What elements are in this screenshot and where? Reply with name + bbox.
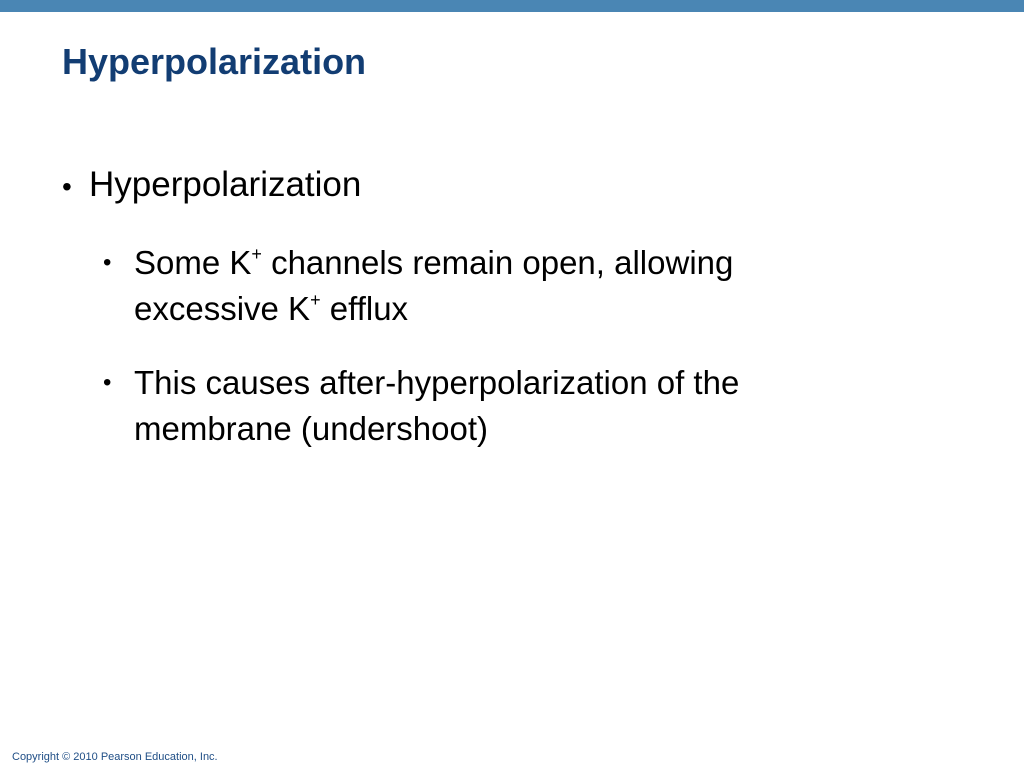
copyright-footer: Copyright © 2010 Pearson Education, Inc. [12,751,218,763]
text-segment: membrane (undershoot) [134,410,489,447]
bullet-level2-text [134,360,903,452]
bullet-level2-item [103,360,903,452]
top-accent-bar [0,0,1024,12]
bullet-level2-item [103,240,903,332]
bullet-glyph: • [103,369,112,396]
superscript: + [251,244,262,264]
superscript: + [310,290,321,310]
bullet-glyph: • [103,249,112,276]
bullet-level1-text: Hyperpolarization [89,165,362,204]
text-segment: channels remain open, allowing [261,244,734,281]
text-segment: efflux [320,290,409,327]
slide-title: Hyperpolarization [62,41,367,82]
text-segment: excessive K [134,290,311,327]
text-segment: Some K [134,244,252,281]
text-segment: This causes after-hyperpolarization of the [134,364,740,401]
bullet-level1 [62,162,361,210]
bullet-glyph: • [62,171,72,202]
bullet-level2-text [134,240,903,332]
